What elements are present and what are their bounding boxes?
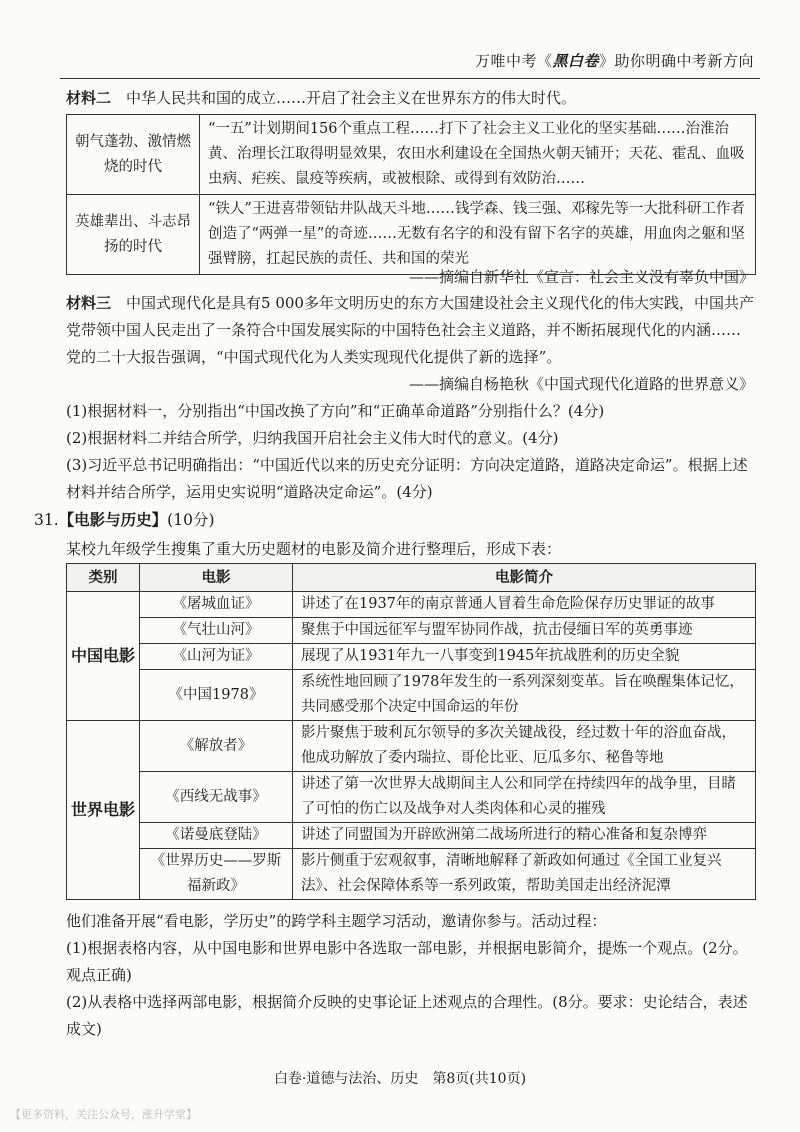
question-31-intro: 某校九年级学生搜集了重大历史题材的电影及简介进行整理后，形成下表： xyxy=(66,540,562,558)
question-30-3: (3)习近平总书记明确指出：“中国近代以来的历史充分证明：方向决定道路，道路决定命运”。根据上述材料并结合所学，运用史实说明“道路决定命运”。(4分) xyxy=(66,456,748,501)
film-title: 《山河为证》 xyxy=(140,644,293,670)
film-intro: 讲述了第一次世界大战期间主人公和同学在持续四年的战争里，目睹了可怕的伤亡以及战争对人类肉体和心灵的摧残 xyxy=(293,772,756,823)
column-header-film: 电影 xyxy=(140,564,293,592)
film-intro: 影片聚焦于玻利瓦尔领导的多次关键战役，经过数十年的浴血奋战，他成功解放了委内瑞拉、哥伦比亚、厄瓜多尔、秘鲁等地 xyxy=(293,721,756,772)
film-title: 《诺曼底登陆》 xyxy=(140,823,293,849)
header-slogan xyxy=(475,50,754,71)
question-31-1: (1)根据表格内容，从中国电影和世界电影中各选取一部电影，并根据电影简介，提炼一个观点。(2分。观点正确) xyxy=(66,939,748,984)
table-row xyxy=(67,195,756,275)
film-title: 《西线无战事》 xyxy=(140,772,293,823)
header-rule xyxy=(60,78,760,79)
film-title: 《中国1978》 xyxy=(140,670,293,721)
film-category-world: 世界电影 xyxy=(67,721,140,900)
material3 xyxy=(66,290,754,371)
question-number: 31. xyxy=(34,511,59,529)
material2-category: 英雄辈出、斗志昂扬的时代 xyxy=(67,195,200,275)
table-row xyxy=(67,849,756,900)
question-31-2: (2)从表格中选择两部电影，根据简介反映的史事论证上述观点的合理性。(8分。要求：史论结合，表述成文) xyxy=(66,993,748,1038)
table-row xyxy=(67,721,756,772)
table-row xyxy=(67,670,756,721)
film-intro: 影片侧重于宏观叙事，清晰地解释了新政如何通过《全国工业复兴法》、社会保障体系等一系列政策，帮助美国走出经济泥潭 xyxy=(293,849,756,900)
question-title: 【电影与历史】 xyxy=(58,510,168,529)
material2-source: ——摘编自新华社《宣言：社会主义没有辜负中国》 xyxy=(408,268,754,286)
material2-table xyxy=(66,114,756,275)
film-title: 《屠城血证》 xyxy=(140,592,293,618)
material2-label: 材料二 xyxy=(66,89,112,107)
material2-description: “铁人”王进喜带领钻井队战天斗地……钱学森、钱三强、邓稼先等一大批科研工作者创造了“两弹一星”的奇迹……无数有名字的和没有留下名字的英雄，用血肉之躯和坚强臂膀，扛起民族的责任、共和国的荣光 xyxy=(200,195,756,275)
film-category-china: 中国电影 xyxy=(67,592,140,721)
material2-intro xyxy=(66,85,754,112)
table-row xyxy=(67,772,756,823)
film-intro: 讲述了同盟国为开辟欧洲第二战场所进行的精心准备和复杂博弈 xyxy=(293,823,756,849)
film-title: 《解放者》 xyxy=(140,721,293,772)
material3-source: ——摘编自杨艳秋《中国式现代化道路的世界意义》 xyxy=(408,375,754,393)
table-row xyxy=(67,823,756,849)
table-row xyxy=(67,618,756,644)
question-31-heading xyxy=(34,508,215,530)
table-row xyxy=(67,592,756,618)
header-suffix: 》助你明确中考新方向 xyxy=(598,52,754,70)
activity-text: 他们准备开展“看电影，学历史”的跨学科主题学习活动，邀请你参与。活动过程： xyxy=(66,912,607,930)
material3-label: 材料三 xyxy=(66,294,112,312)
film-intro: 展现了从1931年九一八事变到1945年抗战胜利的历史全貌 xyxy=(293,644,756,670)
header-brand: 黑白卷 xyxy=(552,52,599,70)
material2-description: “一五”计划期间156个重点工程……打下了社会主义工业化的坚实基础……治淮治黄、治理长江取得明显效果，农田水利建设在全国热火朝天铺开；天花、霍乱、血吸虫病、疟疾、鼠疫等疾病，或被根除、或得到有效防治…… xyxy=(200,115,756,195)
page-footer: 白卷·道德与法治、历史 第8页(共10页) xyxy=(273,1071,527,1087)
film-intro: 讲述了在1937年的南京普通人冒着生命危险保存历史罪证的故事 xyxy=(293,592,756,618)
film-intro: 聚焦于中国远征军与盟军协同作战，抗击侵缅日军的英勇事迹 xyxy=(293,618,756,644)
question-30-1: (1)根据材料一，分别指出“中国改换了方向”和“正确革命道路”分别指什么？(4分) xyxy=(66,402,605,420)
material3-text: 中国式现代化是具有5 000多年文明历史的东方大国建设社会主义现代化的伟大实践，中国共产党带领中国人民走出了一条符合中国发展实际的中国特色社会主义道路，并不断拓展现代化的内涵……党的二十大报告强调，“中国式现代化为人类实现现代化提供了新的选择”。 xyxy=(66,294,754,366)
table-header-row xyxy=(67,564,756,592)
watermark-text: 【更多资料，关注公众号，涨升学堂】 xyxy=(10,1108,197,1121)
material2-intro-text: 中华人民共和国的成立……开启了社会主义在世界东方的伟大时代。 xyxy=(126,89,577,107)
table-row xyxy=(67,115,756,195)
header-prefix: 万唯中考《 xyxy=(474,52,553,70)
film-title: 《气壮山河》 xyxy=(140,618,293,644)
column-header-category: 类别 xyxy=(67,564,140,592)
film-title: 《世界历史——罗斯福新政》 xyxy=(140,849,293,900)
material2-category: 朝气蓬勃、激情燃烧的时代 xyxy=(67,115,200,195)
film-intro: 系统性地回顾了1978年发生的一系列深刻变革。旨在唤醒集体记忆，共同感受那个决定中国命运的年份 xyxy=(293,670,756,721)
column-header-intro: 电影简介 xyxy=(293,564,756,592)
question-30-2: (2)根据材料二并结合所学，归纳我国开启社会主义伟大时代的意义。(4分) xyxy=(66,429,559,447)
table-row xyxy=(67,644,756,670)
film-table xyxy=(66,563,756,900)
question-score: (10分) xyxy=(167,511,215,529)
